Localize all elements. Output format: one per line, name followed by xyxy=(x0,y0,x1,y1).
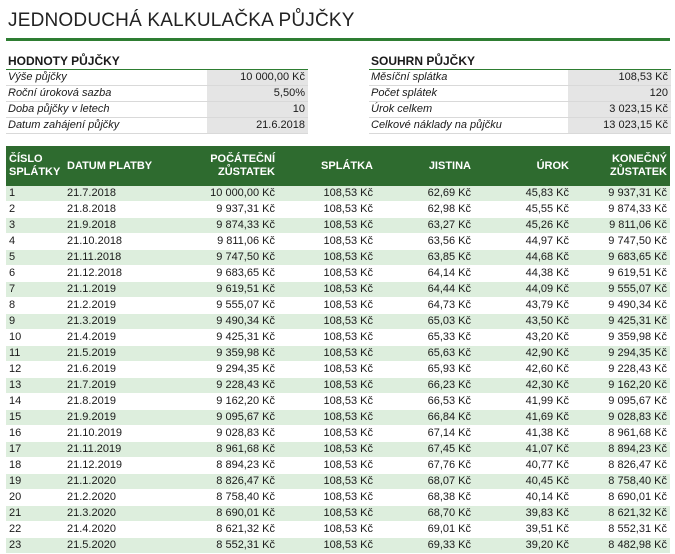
cell-payment-date[interactable]: 21.3.2020 xyxy=(64,506,164,522)
table-row xyxy=(6,234,670,250)
cell-ending-balance[interactable]: 9 028,83 Kč xyxy=(572,410,670,426)
loan-summary-heading: SOUHRN PŮJČKY xyxy=(369,54,671,70)
loan-values-value[interactable]: 10 xyxy=(207,102,308,117)
cell-payment-date[interactable]: 21.7.2019 xyxy=(64,378,164,394)
loan-summary-label: Celkové náklady na půjčku xyxy=(371,119,502,131)
cell-ending-balance[interactable]: 9 095,67 Kč xyxy=(572,394,670,410)
cell-principal[interactable]: 63,56 Kč xyxy=(376,234,474,250)
header-interest[interactable]: ÚROK xyxy=(474,146,572,186)
cell-payment-number[interactable]: 14 xyxy=(6,394,64,410)
cell-payment-number[interactable]: 3 xyxy=(6,218,64,234)
loan-values-row xyxy=(6,102,308,118)
cell-payment[interactable]: 108,53 Kč xyxy=(278,314,376,330)
cell-ending-balance[interactable]: 8 826,47 Kč xyxy=(572,458,670,474)
cell-starting-balance[interactable]: 9 747,50 Kč xyxy=(164,250,278,266)
cell-starting-balance[interactable]: 8 621,32 Kč xyxy=(164,522,278,538)
table-row xyxy=(6,522,670,538)
cell-interest[interactable]: 42,60 Kč xyxy=(474,362,572,378)
loan-summary-value[interactable]: 120 xyxy=(568,86,671,101)
table-row xyxy=(6,362,670,378)
cell-ending-balance[interactable]: 9 683,65 Kč xyxy=(572,250,670,266)
cell-starting-balance[interactable]: 9 619,51 Kč xyxy=(164,282,278,298)
table-row xyxy=(6,330,670,346)
cell-payment[interactable]: 108,53 Kč xyxy=(278,506,376,522)
cell-payment[interactable]: 108,53 Kč xyxy=(278,282,376,298)
table-row xyxy=(6,378,670,394)
table-row xyxy=(6,458,670,474)
cell-principal[interactable]: 62,98 Kč xyxy=(376,202,474,218)
loan-values-value[interactable]: 5,50% xyxy=(207,86,308,101)
cell-payment-date[interactable]: 21.6.2019 xyxy=(64,362,164,378)
cell-starting-balance[interactable]: 9 937,31 Kč xyxy=(164,202,278,218)
cell-ending-balance[interactable]: 8 482,98 Kč xyxy=(572,538,670,554)
cell-ending-balance[interactable]: 9 359,98 Kč xyxy=(572,330,670,346)
cell-principal[interactable]: 65,03 Kč xyxy=(376,314,474,330)
cell-ending-balance[interactable]: 8 690,01 Kč xyxy=(572,490,670,506)
cell-principal[interactable]: 66,84 Kč xyxy=(376,410,474,426)
cell-starting-balance[interactable]: 9 683,65 Kč xyxy=(164,266,278,282)
cell-payment-number[interactable]: 12 xyxy=(6,362,64,378)
loan-summary-value[interactable]: 108,53 Kč xyxy=(568,70,671,85)
cell-interest[interactable]: 43,20 Kč xyxy=(474,330,572,346)
cell-payment-number[interactable]: 1 xyxy=(6,186,64,202)
cell-ending-balance[interactable]: 9 162,20 Kč xyxy=(572,378,670,394)
cell-interest[interactable]: 45,26 Kč xyxy=(474,218,572,234)
loan-values-row xyxy=(6,86,308,102)
header-payment[interactable]: SPLÁTKA xyxy=(278,146,376,186)
loan-summary-row xyxy=(369,102,671,118)
table-row xyxy=(6,442,670,458)
cell-payment-number[interactable]: 20 xyxy=(6,490,64,506)
cell-principal[interactable]: 62,69 Kč xyxy=(376,186,474,202)
cell-starting-balance[interactable]: 9 095,67 Kč xyxy=(164,410,278,426)
cell-ending-balance[interactable]: 9 490,34 Kč xyxy=(572,298,670,314)
loan-values-section xyxy=(6,54,308,134)
cell-principal[interactable]: 69,01 Kč xyxy=(376,522,474,538)
cell-payment-number[interactable]: 8 xyxy=(6,298,64,314)
cell-principal[interactable]: 63,85 Kč xyxy=(376,250,474,266)
loan-values-label: Doba půjčky v letech xyxy=(8,103,110,115)
cell-payment[interactable]: 108,53 Kč xyxy=(278,474,376,490)
cell-ending-balance[interactable]: 9 425,31 Kč xyxy=(572,314,670,330)
cell-payment[interactable]: 108,53 Kč xyxy=(278,250,376,266)
cell-payment-number[interactable]: 11 xyxy=(6,346,64,362)
cell-payment-date[interactable]: 21.5.2020 xyxy=(64,538,164,554)
cell-interest[interactable]: 39,51 Kč xyxy=(474,522,572,538)
table-row xyxy=(6,538,670,554)
cell-starting-balance[interactable]: 8 826,47 Kč xyxy=(164,474,278,490)
cell-principal[interactable]: 64,14 Kč xyxy=(376,266,474,282)
cell-starting-balance[interactable]: 9 425,31 Kč xyxy=(164,330,278,346)
cell-starting-balance[interactable]: 9 228,43 Kč xyxy=(164,378,278,394)
header-principal[interactable]: JISTINA xyxy=(376,146,474,186)
cell-principal[interactable]: 63,27 Kč xyxy=(376,218,474,234)
loan-values-row xyxy=(6,70,308,86)
cell-payment-date[interactable]: 21.9.2019 xyxy=(64,410,164,426)
cell-payment-date[interactable]: 21.9.2018 xyxy=(64,218,164,234)
loan-summary-section xyxy=(369,54,671,134)
cell-payment-date[interactable]: 21.12.2019 xyxy=(64,458,164,474)
table-row xyxy=(6,426,670,442)
cell-interest[interactable]: 45,83 Kč xyxy=(474,186,572,202)
cell-ending-balance[interactable]: 9 619,51 Kč xyxy=(572,266,670,282)
loan-summary-row xyxy=(369,86,671,102)
cell-payment-number[interactable]: 18 xyxy=(6,458,64,474)
table-row xyxy=(6,474,670,490)
loan-values-value[interactable]: 21.6.2018 xyxy=(207,118,308,133)
cell-principal[interactable]: 67,76 Kč xyxy=(376,458,474,474)
cell-payment[interactable]: 108,53 Kč xyxy=(278,234,376,250)
cell-payment-date[interactable]: 21.7.2018 xyxy=(64,186,164,202)
header-starting-balance[interactable]: POČÁTEČNÍ ZŮSTATEK xyxy=(164,146,278,186)
cell-starting-balance[interactable]: 9 811,06 Kč xyxy=(164,234,278,250)
loan-values-label: Výše půjčky xyxy=(8,71,67,83)
table-row xyxy=(6,314,670,330)
loan-summary-label: Měsíční splátka xyxy=(371,71,448,83)
cell-payment[interactable]: 108,53 Kč xyxy=(278,330,376,346)
table-row xyxy=(6,490,670,506)
cell-ending-balance[interactable]: 9 228,43 Kč xyxy=(572,362,670,378)
cell-interest[interactable]: 40,14 Kč xyxy=(474,490,572,506)
cell-principal[interactable]: 69,33 Kč xyxy=(376,538,474,554)
cell-payment-number[interactable]: 15 xyxy=(6,410,64,426)
cell-payment[interactable]: 108,53 Kč xyxy=(278,426,376,442)
loan-values-value[interactable]: 10 000,00 Kč xyxy=(207,70,308,85)
cell-payment-date[interactable]: 21.4.2020 xyxy=(64,522,164,538)
cell-principal[interactable]: 65,93 Kč xyxy=(376,362,474,378)
loan-values-label: Datum zahájení půjčky xyxy=(8,119,120,131)
cell-payment-date[interactable]: 21.10.2018 xyxy=(64,234,164,250)
loan-summary-label: Úrok celkem xyxy=(371,103,433,115)
cell-starting-balance[interactable]: 8 961,68 Kč xyxy=(164,442,278,458)
cell-ending-balance[interactable]: 9 874,33 Kč xyxy=(572,202,670,218)
cell-principal[interactable]: 68,70 Kč xyxy=(376,506,474,522)
cell-starting-balance[interactable]: 9 359,98 Kč xyxy=(164,346,278,362)
cell-payment[interactable]: 108,53 Kč xyxy=(278,202,376,218)
cell-principal[interactable]: 68,38 Kč xyxy=(376,490,474,506)
cell-interest[interactable]: 40,77 Kč xyxy=(474,458,572,474)
table-header-row xyxy=(6,146,670,186)
cell-payment[interactable]: 108,53 Kč xyxy=(278,266,376,282)
cell-payment[interactable]: 108,53 Kč xyxy=(278,458,376,474)
cell-starting-balance[interactable]: 9 162,20 Kč xyxy=(164,394,278,410)
cell-payment[interactable]: 108,53 Kč xyxy=(278,490,376,506)
cell-payment-date[interactable]: 21.11.2019 xyxy=(64,442,164,458)
cell-interest[interactable]: 42,90 Kč xyxy=(474,346,572,362)
cell-starting-balance[interactable]: 8 552,31 Kč xyxy=(164,538,278,554)
cell-principal[interactable]: 66,23 Kč xyxy=(376,378,474,394)
cell-interest[interactable]: 39,20 Kč xyxy=(474,538,572,554)
cell-interest[interactable]: 40,45 Kč xyxy=(474,474,572,490)
cell-interest[interactable]: 43,79 Kč xyxy=(474,298,572,314)
cell-payment-number[interactable]: 7 xyxy=(6,282,64,298)
cell-payment-date[interactable]: 21.1.2019 xyxy=(64,282,164,298)
cell-payment[interactable]: 108,53 Kč xyxy=(278,442,376,458)
cell-payment-date[interactable]: 21.8.2019 xyxy=(64,394,164,410)
cell-principal[interactable]: 67,14 Kč xyxy=(376,426,474,442)
table-row xyxy=(6,346,670,362)
cell-interest[interactable]: 44,38 Kč xyxy=(474,266,572,282)
cell-interest[interactable]: 45,55 Kč xyxy=(474,202,572,218)
cell-interest[interactable]: 41,38 Kč xyxy=(474,426,572,442)
cell-payment-number[interactable]: 17 xyxy=(6,442,64,458)
cell-ending-balance[interactable]: 8 758,40 Kč xyxy=(572,474,670,490)
cell-payment[interactable]: 108,53 Kč xyxy=(278,394,376,410)
cell-ending-balance[interactable]: 8 894,23 Kč xyxy=(572,442,670,458)
table-row xyxy=(6,410,670,426)
cell-ending-balance[interactable]: 8 621,32 Kč xyxy=(572,506,670,522)
loan-summary-value[interactable]: 13 023,15 Kč xyxy=(568,118,671,133)
cell-payment-number[interactable]: 2 xyxy=(6,202,64,218)
cell-payment-date[interactable]: 21.11.2018 xyxy=(64,250,164,266)
cell-payment-date[interactable]: 21.2.2020 xyxy=(64,490,164,506)
table-row xyxy=(6,266,670,282)
cell-ending-balance[interactable]: 9 747,50 Kč xyxy=(572,234,670,250)
cell-principal[interactable]: 68,07 Kč xyxy=(376,474,474,490)
cell-payment-number[interactable]: 5 xyxy=(6,250,64,266)
table-row xyxy=(6,282,670,298)
cell-starting-balance[interactable]: 9 555,07 Kč xyxy=(164,298,278,314)
cell-payment-number[interactable]: 19 xyxy=(6,474,64,490)
cell-ending-balance[interactable]: 9 937,31 Kč xyxy=(572,186,670,202)
cell-interest[interactable]: 39,83 Kč xyxy=(474,506,572,522)
loan-summary-label: Počet splátek xyxy=(371,87,438,99)
cell-interest[interactable]: 44,97 Kč xyxy=(474,234,572,250)
cell-payment[interactable]: 108,53 Kč xyxy=(278,410,376,426)
cell-principal[interactable]: 64,73 Kč xyxy=(376,298,474,314)
loan-summary-value[interactable]: 3 023,15 Kč xyxy=(568,102,671,117)
cell-payment-date[interactable]: 21.4.2019 xyxy=(64,330,164,346)
cell-payment[interactable]: 108,53 Kč xyxy=(278,522,376,538)
cell-payment-date[interactable]: 21.1.2020 xyxy=(64,474,164,490)
cell-principal[interactable]: 67,45 Kč xyxy=(376,442,474,458)
cell-payment-number[interactable]: 22 xyxy=(6,522,64,538)
cell-payment-date[interactable]: 21.10.2019 xyxy=(64,426,164,442)
cell-payment[interactable]: 108,53 Kč xyxy=(278,346,376,362)
cell-interest[interactable]: 44,68 Kč xyxy=(474,250,572,266)
amortization-table xyxy=(6,146,670,554)
table-row xyxy=(6,506,670,522)
cell-payment-number[interactable]: 13 xyxy=(6,378,64,394)
cell-payment[interactable]: 108,53 Kč xyxy=(278,362,376,378)
loan-values-label: Roční úroková sazba xyxy=(8,87,112,99)
cell-starting-balance[interactable]: 9 874,33 Kč xyxy=(164,218,278,234)
cell-interest[interactable]: 41,69 Kč xyxy=(474,410,572,426)
cell-payment-date[interactable]: 21.3.2019 xyxy=(64,314,164,330)
cell-principal[interactable]: 64,44 Kč xyxy=(376,282,474,298)
table-row xyxy=(6,218,670,234)
cell-payment[interactable]: 108,53 Kč xyxy=(278,378,376,394)
cell-principal[interactable]: 65,63 Kč xyxy=(376,346,474,362)
cell-starting-balance[interactable]: 10 000,00 Kč xyxy=(164,186,278,202)
table-row xyxy=(6,394,670,410)
cell-payment-date[interactable]: 21.8.2018 xyxy=(64,202,164,218)
cell-starting-balance[interactable]: 8 894,23 Kč xyxy=(164,458,278,474)
cell-principal[interactable]: 66,53 Kč xyxy=(376,394,474,410)
cell-payment-number[interactable]: 9 xyxy=(6,314,64,330)
cell-interest[interactable]: 42,30 Kč xyxy=(474,378,572,394)
cell-payment[interactable]: 108,53 Kč xyxy=(278,218,376,234)
cell-ending-balance[interactable]: 8 961,68 Kč xyxy=(572,426,670,442)
cell-payment[interactable]: 108,53 Kč xyxy=(278,186,376,202)
cell-ending-balance[interactable]: 9 811,06 Kč xyxy=(572,218,670,234)
cell-starting-balance[interactable]: 8 758,40 Kč xyxy=(164,490,278,506)
cell-payment-date[interactable]: 21.5.2019 xyxy=(64,346,164,362)
header-ending-balance[interactable]: KONEČNÝ ZŮSTATEK xyxy=(572,146,670,186)
cell-payment-number[interactable]: 23 xyxy=(6,538,64,554)
cell-payment-number[interactable]: 21 xyxy=(6,506,64,522)
header-payment-number[interactable]: ČÍSLO SPLÁTKY xyxy=(6,146,64,186)
loan-summary-row xyxy=(369,118,671,134)
cell-payment[interactable]: 108,53 Kč xyxy=(278,298,376,314)
header-payment-date[interactable]: DATUM PLATBY xyxy=(64,146,164,186)
table-row xyxy=(6,186,670,202)
cell-starting-balance[interactable]: 8 690,01 Kč xyxy=(164,506,278,522)
cell-interest[interactable]: 41,99 Kč xyxy=(474,394,572,410)
cell-ending-balance[interactable]: 9 294,35 Kč xyxy=(572,346,670,362)
cell-interest[interactable]: 41,07 Kč xyxy=(474,442,572,458)
cell-starting-balance[interactable]: 9 490,34 Kč xyxy=(164,314,278,330)
title-divider xyxy=(6,38,670,41)
cell-payment-date[interactable]: 21.12.2018 xyxy=(64,266,164,282)
cell-interest[interactable]: 44,09 Kč xyxy=(474,282,572,298)
cell-payment-number[interactable]: 4 xyxy=(6,234,64,250)
cell-payment-number[interactable]: 6 xyxy=(6,266,64,282)
page-title: JEDNODUCHÁ KALKULAČKA PŮJČKY xyxy=(8,10,355,31)
loan-summary-row xyxy=(369,70,671,86)
cell-payment-date[interactable]: 21.2.2019 xyxy=(64,298,164,314)
cell-starting-balance[interactable]: 9 028,83 Kč xyxy=(164,426,278,442)
cell-payment[interactable]: 108,53 Kč xyxy=(278,538,376,554)
cell-principal[interactable]: 65,33 Kč xyxy=(376,330,474,346)
loan-values-heading: HODNOTY PŮJČKY xyxy=(6,54,308,70)
cell-payment-number[interactable]: 16 xyxy=(6,426,64,442)
cell-payment-number[interactable]: 10 xyxy=(6,330,64,346)
loan-values-row xyxy=(6,118,308,134)
table-row xyxy=(6,298,670,314)
table-row xyxy=(6,202,670,218)
cell-ending-balance[interactable]: 8 552,31 Kč xyxy=(572,522,670,538)
cell-ending-balance[interactable]: 9 555,07 Kč xyxy=(572,282,670,298)
cell-interest[interactable]: 43,50 Kč xyxy=(474,314,572,330)
table-row xyxy=(6,250,670,266)
cell-starting-balance[interactable]: 9 294,35 Kč xyxy=(164,362,278,378)
